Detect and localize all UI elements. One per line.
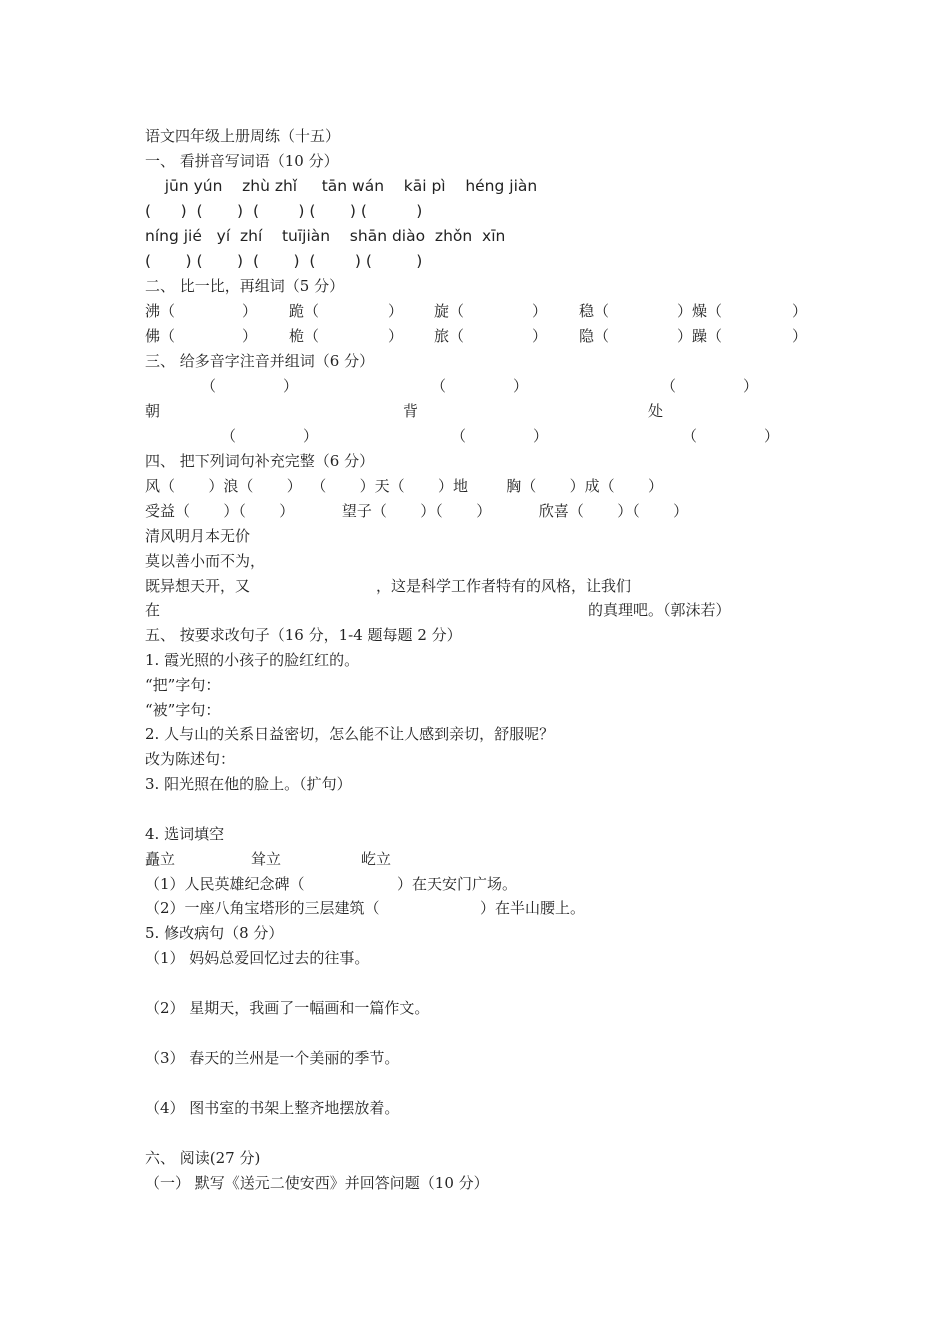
pinyin-row-2: níng jié yí zhí tuījiàn shān diào zhǒn xīn	[145, 227, 506, 245]
compare-item: 旅（	[434, 327, 465, 345]
compare-item: ）	[388, 302, 404, 320]
compare-item: 旋（	[434, 302, 465, 320]
blank-row-1: ( ) ( ) ( ) ( ) ( )	[145, 202, 423, 220]
question-3: 3. 阳光照在他的脸上。（扩句）	[145, 775, 352, 793]
blank-open: （	[201, 377, 217, 395]
section-2-heading: 二、 比一比，再组词（5 分）	[145, 277, 345, 295]
idiom-row-1: 风（ ）浪（ ） （ ）天（ ）地 胸（ ）成（ ）	[145, 477, 663, 495]
fill-sentence-start: （1）人民英雄纪念碑（	[145, 875, 305, 893]
question-2-prompt: 改为陈述句：	[145, 750, 236, 768]
compare-item: ）	[532, 302, 548, 320]
pinyin-row-1: jūn yún zhù zhǐ tān wán kāi pì héng jiàn	[145, 177, 538, 195]
word-choice: 耸立	[251, 850, 282, 868]
section-3-heading: 三、 给多音字注音并组词（6 分）	[145, 352, 375, 370]
blank-open: （	[451, 427, 467, 445]
blank-open: （	[431, 377, 447, 395]
fill-sentence-end: ）在半山腰上。	[480, 899, 586, 917]
faulty-sentence: （4） 图书室的书架上整齐地摆放着。	[145, 1099, 400, 1117]
compare-item: ）燥（	[677, 302, 723, 320]
fill-sentence-start: （2）一座八角宝塔形的三层建筑（	[145, 899, 380, 917]
question-2: 2. 人与山的关系日益密切，怎么能不让人感到亲切，舒服呢？	[145, 725, 555, 743]
polyphone-char: 朝	[145, 402, 161, 420]
compare-item: 桅（	[289, 327, 320, 345]
compare-item: ）	[242, 302, 258, 320]
compare-item: ）	[242, 327, 258, 345]
quote-line-start: 在	[145, 601, 161, 619]
compare-item: ）	[792, 327, 808, 345]
blank-close: ）	[764, 427, 780, 445]
compare-item: 稳（	[579, 302, 610, 320]
idiom-row-2: 受益（ ）（ ） 望子（ ）（ ） 欣喜（ ）（ ）	[145, 502, 689, 520]
compare-item: ）	[792, 302, 808, 320]
reading-part-1: （一） 默写《送元二使安西》并回答问题（10 分）	[145, 1174, 489, 1192]
section-4-heading: 四、 把下列词句补充完整（6 分）	[145, 452, 375, 470]
question-4: 4. 选词填空	[145, 825, 225, 843]
word-choice: 屹立	[361, 850, 392, 868]
compare-item: 隐（	[579, 327, 610, 345]
quote-line-end: ，这是科学工作者特有的风格，让我们	[376, 577, 632, 595]
compare-item: 跪（	[289, 302, 320, 320]
blank-close: ）	[303, 427, 319, 445]
blank-close: ）	[513, 377, 529, 395]
question-5: 5. 修改病句（8 分）	[145, 924, 284, 942]
blank-row-2: ( ) ( ) ( ) ( ) ( )	[145, 252, 423, 270]
fill-sentence-end: ）在天安门广场。	[397, 875, 518, 893]
blank-close: ）	[743, 377, 759, 395]
section-6-heading: 六、 阅读(27 分)	[145, 1149, 261, 1167]
quote-line-start: 既异想天开，又	[145, 577, 251, 595]
compare-item: ）躁（	[677, 327, 723, 345]
page-title: 语文四年级上册周练（十五）	[145, 127, 341, 145]
faulty-sentence: （3） 春天的兰州是一个美丽的季节。	[145, 1049, 400, 1067]
faulty-sentence: （1） 妈妈总爱回忆过去的往事。	[145, 949, 370, 967]
polyphone-char: 背	[403, 402, 419, 420]
faulty-sentence: （2） 星期天，我画了一幅画和一篇作文。	[145, 999, 430, 1017]
section-5-heading: 五、 按要求改句子（16 分，1-4 题每题 2 分）	[145, 626, 462, 644]
compare-item: 佛（	[145, 327, 176, 345]
quote-line: 莫以善小而不为，	[145, 552, 266, 570]
section-1-heading: 一、 看拼音写词语（10 分）	[145, 152, 339, 170]
compare-item: ）	[532, 327, 548, 345]
question-1: 1. 霞光照的小孩子的脸红红的。	[145, 651, 360, 669]
blank-open: （	[682, 427, 698, 445]
blank-close: ）	[533, 427, 549, 445]
question-1-bei: “被”字句：	[145, 701, 221, 719]
word-choice: 矗立	[145, 850, 176, 868]
compare-item: 沸（	[145, 302, 176, 320]
question-1-ba: “把”字句：	[145, 676, 221, 694]
blank-open: （	[661, 377, 677, 395]
quote-line-end: 的真理吧。（郭沫若）	[588, 601, 731, 619]
blank-open: （	[221, 427, 237, 445]
blank-close: ）	[283, 377, 299, 395]
compare-item: ）	[388, 327, 404, 345]
polyphone-char: 处	[648, 402, 664, 420]
quote-line: 清风明月本无价	[145, 527, 251, 545]
